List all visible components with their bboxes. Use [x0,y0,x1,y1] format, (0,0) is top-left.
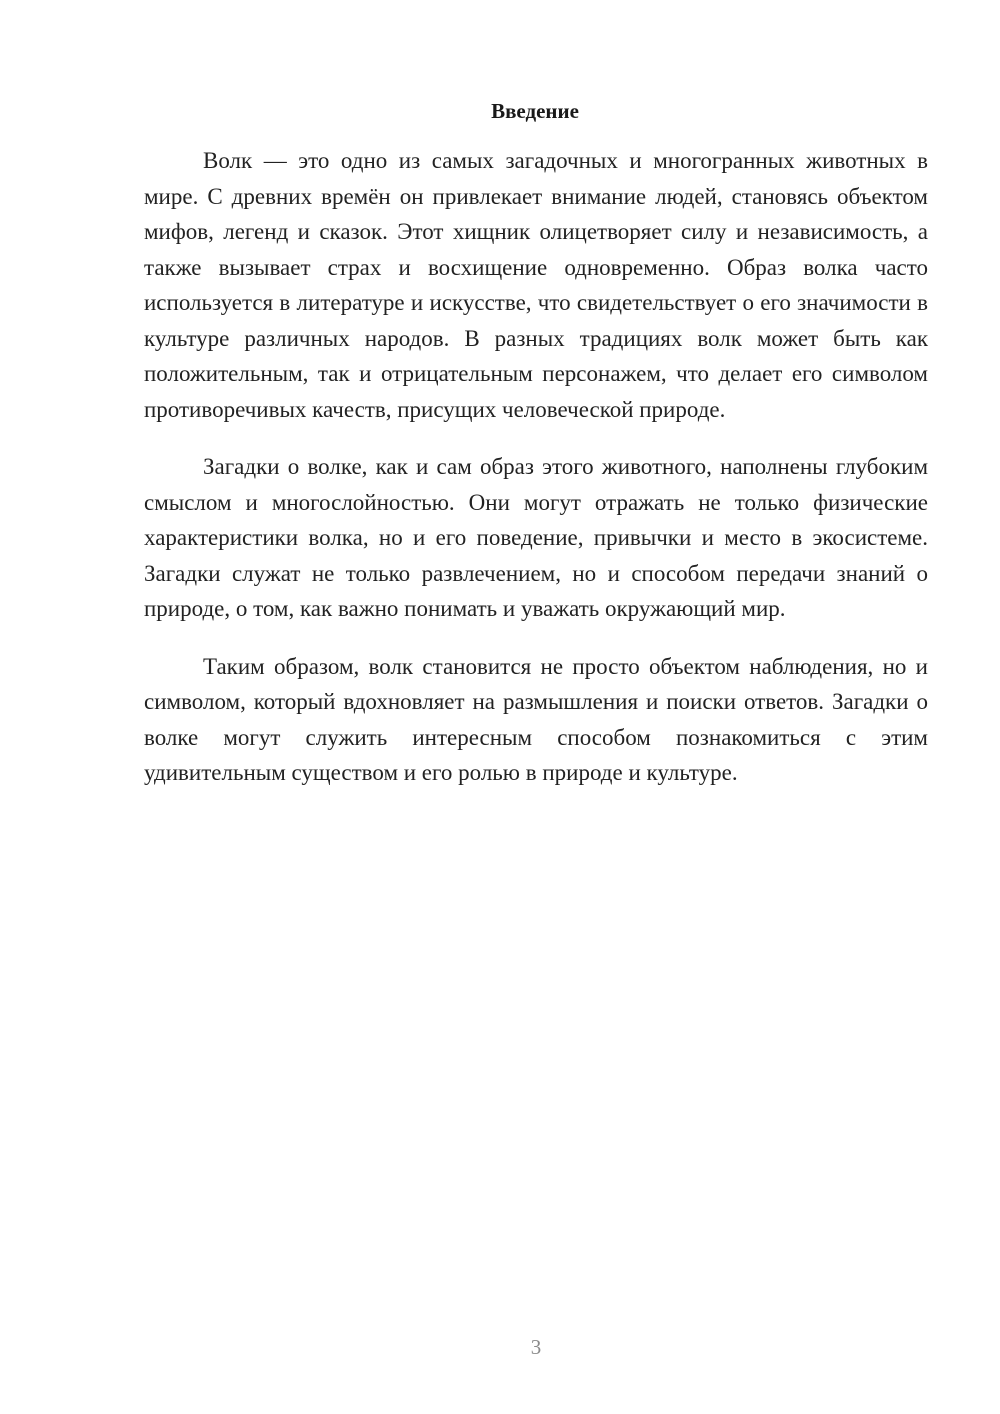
body-text [144,143,928,813]
paragraph-2: Загадки о волке, как и сам образ этого животного, наполнены глубоким смыслом и многослойностью. Они могут отражать не только физические характеристики волка, но и его поведение, привычки и место в экосистеме. Загадки служат не только развлечением, но и способом передачи знаний о природе, о том, как важно понимать и уважать окружающий мир. [144,454,928,621]
page-number: 3 [530,1335,542,1359]
paragraph-1: Волк — это одно из самых загадочных и многогранных животных в мире. С древних времён он привлекает внимание людей, становясь объектом мифов, легенд и сказок. Этот хищник олицетворяет силу и независимость, а также вызывает страх и восхищение одновременно. Образ волка часто используется в литературе и искусстве, что свидетельствует о его значимости в культуре различных народов. В разных традициях волк может быть как положительным, так и отрицательным персонажем, что делает его символом противоречивых качеств, присущих человеческой природе. [144,148,928,422]
section-heading: Введение [491,99,579,123]
paragraph-3: Таким образом, волк становится не просто объектом наблюдения, но и символом, который вдохновляет на размышления и поиски ответов. Загадки о волке могут служить интересным способом познакомиться с этим удивительным существом и его ролью в природе и культуре. [144,653,928,785]
